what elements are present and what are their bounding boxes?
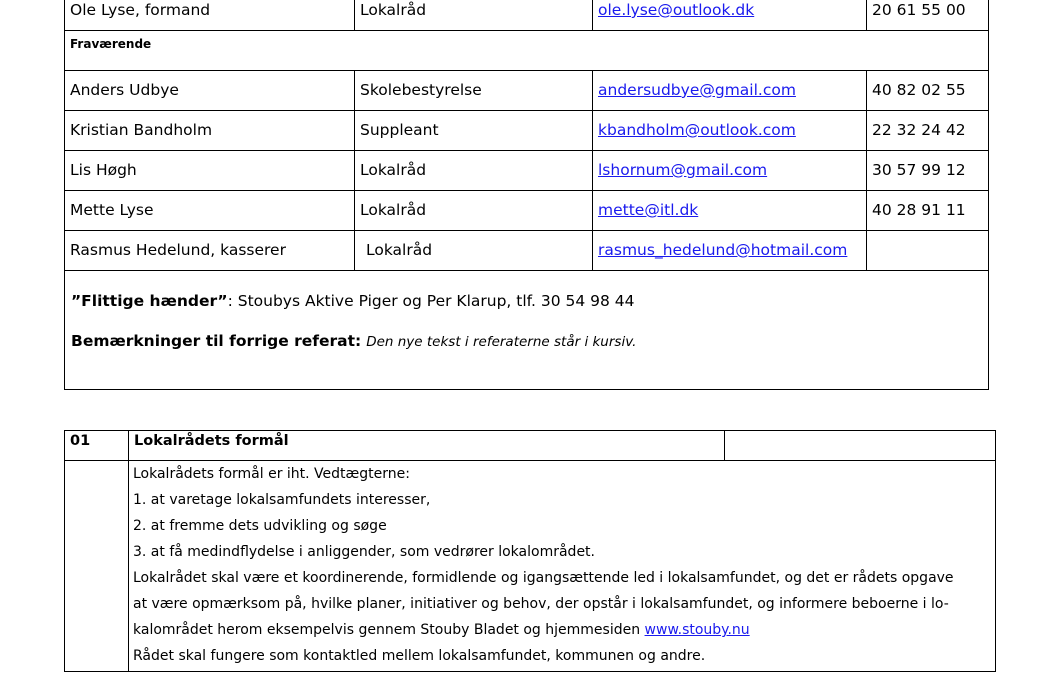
absent-label: Fraværende — [65, 31, 989, 71]
attendee-email-cell — [593, 71, 867, 111]
agenda-title: Lokalrådets formål — [129, 431, 725, 461]
attendee-role: Lokalråd — [355, 191, 593, 231]
remarks-cell — [65, 271, 989, 390]
helpers-text: : Stoubys Aktive Piger og Per Klarup, tlf. 30 54 98 44 — [227, 292, 635, 310]
helpers-label: ”Flittige hænder” — [71, 292, 228, 310]
agenda-line: Lokalrådet skal være et koordinerende, formidlende og igangsættende led i lokalsamfundet, og det er rådets opgave — [133, 570, 954, 586]
helpers-line — [71, 292, 983, 310]
attendee-name: Ole Lyse, formand — [65, 0, 355, 31]
attendee-role: Lokalråd — [355, 231, 593, 271]
agenda-line-prefix: kalområdet herom eksempelvis gennem Stouby Bladet og hjemmesiden — [133, 622, 645, 638]
website-link[interactable]: www.stouby.nu — [644, 622, 750, 638]
attendee-name: Anders Udbye — [65, 71, 355, 111]
attendee-name: Mette Lyse — [65, 191, 355, 231]
attendee-row — [65, 71, 989, 111]
agenda-header-row — [65, 431, 996, 461]
agenda-body — [129, 461, 996, 672]
agenda-line: 1. at varetage lokalsamfundets interesser, — [133, 492, 431, 508]
attendee-email-link[interactable]: mette@itl.dk — [598, 201, 699, 219]
attendee-name: Kristian Bandholm — [65, 111, 355, 151]
attendee-email-link[interactable]: andersudbye@gmail.com — [598, 81, 796, 99]
agenda-body-row — [65, 461, 996, 672]
agenda-number: 01 — [65, 431, 129, 461]
agenda-number-empty — [65, 461, 129, 672]
absent-section-row — [65, 31, 989, 71]
agenda-line: 2. at fremme dets udvikling og søge — [133, 518, 387, 534]
attendee-phone: 22 32 24 42 — [867, 111, 989, 151]
attendee-row — [65, 231, 989, 271]
attendee-name: Lis Høgh — [65, 151, 355, 191]
attendee-email-link[interactable]: ole.lyse@outlook.dk — [598, 1, 755, 19]
attendee-phone: 40 82 02 55 — [867, 71, 989, 111]
attendee-row — [65, 111, 989, 151]
remarks-row — [65, 271, 989, 390]
attendee-email-link[interactable]: kbandholm@outlook.com — [598, 121, 796, 139]
attendee-email-cell — [593, 191, 867, 231]
remarks-label: Bemærkninger til forrige referat: — [71, 332, 362, 350]
attendee-phone: 40 28 91 11 — [867, 191, 989, 231]
attendee-email-link[interactable]: rasmus_hedelund@hotmail.com — [598, 241, 848, 259]
attendee-row — [65, 0, 989, 31]
agenda-item-table — [64, 430, 996, 672]
agenda-line-with-link — [133, 617, 990, 643]
attendee-role: Suppleant — [355, 111, 593, 151]
attendee-phone: 30 57 99 12 — [867, 151, 989, 191]
attendee-email-cell — [593, 0, 867, 31]
attendee-email-link[interactable]: lshornum@gmail.com — [598, 161, 768, 179]
remarks-line — [71, 332, 983, 351]
remarks-text: Den nye tekst i referaterne står i kursiv. — [366, 334, 637, 350]
attendee-row — [65, 191, 989, 231]
attendee-role: Lokalråd — [355, 151, 593, 191]
attendee-row — [65, 151, 989, 191]
attendee-email-cell — [593, 231, 867, 271]
agenda-header-empty — [725, 431, 996, 461]
attendee-email-cell — [593, 111, 867, 151]
attendee-role: Skolebestyrelse — [355, 71, 593, 111]
agenda-line: Lokalrådets formål er iht. Vedtægterne: — [133, 466, 410, 482]
attendee-email-cell — [593, 151, 867, 191]
attendees-table — [64, 0, 989, 390]
attendee-name: Rasmus Hedelund, kasserer — [65, 231, 355, 271]
agenda-line: at være opmærksom på, hvilke planer, initiativer og behov, der opstår i lokalsamfundet, og informere beboerne i lo- — [133, 596, 949, 612]
attendee-phone: 20 61 55 00 — [867, 0, 989, 31]
attendee-role: Lokalråd — [355, 0, 593, 31]
agenda-line: 3. at få medindflydelse i anliggender, som vedrører lokalområdet. — [133, 544, 595, 560]
agenda-line: Rådet skal fungere som kontaktled mellem lokalsamfundet, kommunen og andre. — [133, 648, 706, 664]
attendee-phone — [867, 231, 989, 271]
